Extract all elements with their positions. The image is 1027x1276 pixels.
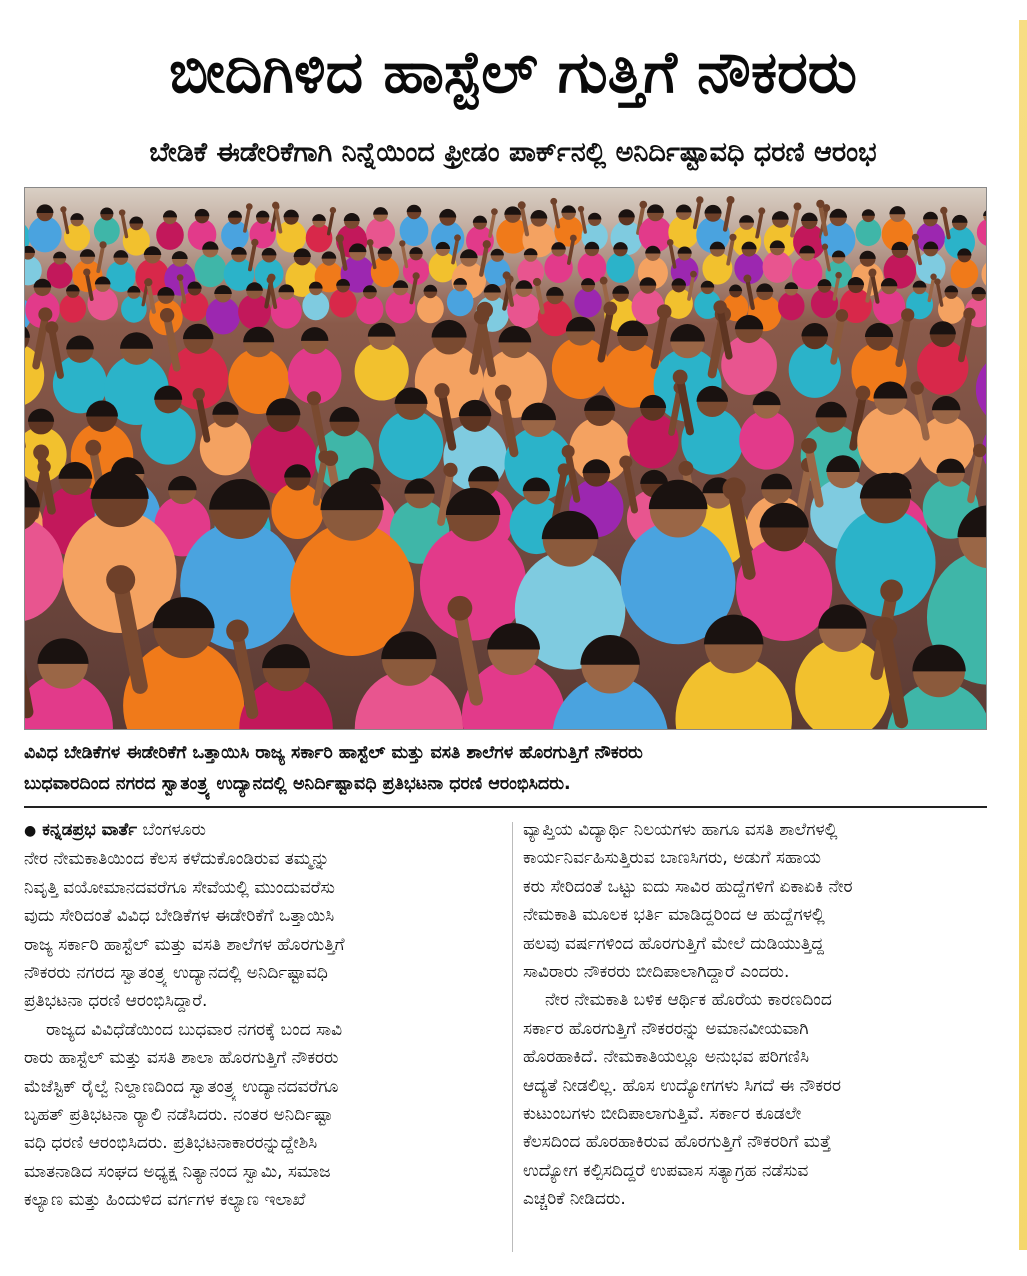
body-line: ನೇರ ನೇಮಕಾತಿಯಿಂದ ಕೆಲಸ ಕಳೆದುಕೊಂಡಿರುವ ತಮ್ಮನ್ನು bbox=[24, 849, 330, 870]
body-line: ನೇರ ನೇಮಕಾತಿ ಬಳಿಕ ಆರ್ಥಿಕ ಹೊರೆಯ ಕಾರಣದಿಂದ bbox=[545, 990, 832, 1011]
body-line: ನಿವೃತ್ತಿ ವಯೋಮಾನದವರೆಗೂ ಸೇವೆಯಲ್ಲಿ ಮುಂದುವರೆಸು bbox=[24, 877, 335, 898]
byline bbox=[24, 816, 502, 845]
body-line: ಸಾವಿರಾರು ನೌಕರರು ಬೀದಿಪಾಲಾಗಿದ್ದಾರೆ ಎಂದರು. bbox=[523, 962, 790, 983]
body-line: ವ್ಯಾಪ್ತಿಯ ವಿದ್ಯಾರ್ಥಿ ನಿಲಯಗಳು ಹಾಗೂ ವಸತಿ ಶಾಲೆಗಳಲ್ಲಿ bbox=[523, 820, 838, 840]
body-line: ಎಚ್ಚರಿಕೆ ನೀಡಿದರು. bbox=[523, 1189, 626, 1210]
caption-line: ಬುಧವಾರದಿಂದ ನಗರದ ಸ್ವಾತಂತ್ರ್ಯ ಉದ್ಯಾನದಲ್ಲಿ ಅನಿರ್ದಿಷ್ಟಾವಧಿ ಪ್ರತಿಭಟನಾ ಧರಣಿ ಆರಂಭಿಸಿದರು. bbox=[24, 774, 571, 794]
body-line: ರಾಜ್ಯ ಸರ್ಕಾರಿ ಹಾಸ್ಟೆಲ್ ಮತ್ತು ವಸತಿ ಶಾಲೆಗಳ ಹೊರಗುತ್ತಿಗೆ bbox=[24, 934, 345, 955]
photo-caption bbox=[24, 738, 987, 800]
body-line: ವುದು ಸೇರಿದಂತೆ ವಿವಿಧ ಬೇಡಿಕೆಗಳ ಈಡೇರಿಕೆಗೆ ಒತ್ತಾಯಿಸಿ bbox=[24, 906, 335, 927]
body-line: ಕುಟುಂಬಗಳು ಬೀದಿಪಾಲಾಗುತ್ತಿವೆ. ಸರ್ಕಾರ ಕೂಡಲೇ bbox=[523, 1104, 802, 1125]
body-line: ಕಾರ್ಯನಿರ್ವಹಿಸುತ್ತಿರುವ ಬಾಣಸಿಗರು, ಅಡುಗೆ ಸಹಾಯ bbox=[523, 848, 821, 869]
caption-line: ವಿವಿಧ ಬೇಡಿಕೆಗಳ ಈಡೇರಿಕೆಗೆ ಒತ್ತಾಯಿಸಿ ರಾಜ್ಯ ಸರ್ಕಾರಿ ಹಾಸ್ಟೆಲ್ ಮತ್ತು ವಸತಿ ಶಾಲೆಗಳ ಹೊರಗುತ್ತಿಗೆ ನೌಕರರು bbox=[24, 743, 643, 763]
byline-location: ಬೆಂಗಳೂರು bbox=[142, 820, 206, 840]
body-line: ಮಾತನಾಡಿದ ಸಂಘದ ಅಧ್ಯಕ್ಷ ನಿತ್ಯಾನಂದ ಸ್ವಾಮಿ, ಸಮಾಜ bbox=[24, 1161, 331, 1182]
protest-photo bbox=[24, 187, 987, 730]
body-line: ಹಲವು ವರ್ಷಗಳಿಂದ ಹೊರಗುತ್ತಿಗೆ ಮೇಲೆ ದುಡಿಯುತ್ತಿದ್ದ bbox=[523, 933, 824, 954]
body-line: ನೌಕರರು ನಗರದ ಸ್ವಾತಂತ್ರ್ಯ ಉದ್ಯಾನದಲ್ಲಿ ಅನಿರ್ದಿಷ್ಟಾವಧಿ bbox=[24, 963, 328, 984]
body-line: ಆದ್ಯತೆ ನೀಡಲಿಲ್ಲ. ಹೊಸ ಉದ್ಯೋಗಗಳು ಸಿಗದೆ ಈ ನೌಕರರ bbox=[523, 1075, 842, 1096]
body-line: ಕಲ್ಯಾಣ ಮತ್ತು ಹಿಂದುಳಿದ ವರ್ಗಗಳ ಕಲ್ಯಾಣ ಇಲಾಖೆ bbox=[24, 1190, 306, 1211]
body-line: ನೇಮಕಾತಿ ಮೂಲಕ ಭರ್ತಿ ಮಾಡಿದ್ದರಿಂದ ಆ ಹುದ್ದೆಗಳಲ್ಲಿ bbox=[523, 905, 825, 926]
bullet-icon: ● bbox=[24, 823, 37, 839]
article-column-left bbox=[24, 816, 502, 1215]
body-line: ಸರ್ಕಾರ ಹೊರಗುತ್ತಿಗೆ ನೌಕರರನ್ನು ಅಮಾನವೀಯವಾಗಿ bbox=[523, 1018, 809, 1039]
article-subheadline: ಬೇಡಿಕೆ ಈಡೇರಿಕೆಗಾಗಿ ನಿನ್ನೆಯಿಂದ ಫ್ರೀಡಂ ಪಾರ್ಕ್‌ನಲ್ಲಿ ಅನಿರ್ದಿಷ್ಟಾವಧಿ ಧರಣಿ ಆರಂಭ bbox=[149, 137, 877, 168]
page-edge-strip bbox=[1019, 20, 1027, 1250]
column-separator bbox=[512, 822, 513, 1252]
body-line: ಹೊರಹಾಕಿದೆ. ನೇಮಕಾತಿಯಲ್ಲೂ ಅನುಭವ ಪರಿಗಣಿಸಿ bbox=[523, 1047, 809, 1068]
body-line: ಉದ್ಯೋಗ ಕಲ್ಪಿಸದಿದ್ದರೆ ಉಪವಾಸ ಸತ್ಯಾಗ್ರಹ ನಡೆಸುವ bbox=[523, 1160, 809, 1181]
body-line: ವಧಿ ಧರಣಿ ಆರಂಭಿಸಿದರು. ಪ್ರತಿಭಟನಾಕಾರರನ್ನುದ್ದೇಶಿಸಿ bbox=[24, 1133, 318, 1154]
body-line: ಬೃಹತ್ ಪ್ರತಿಭಟನಾ ರ‍್ಯಾಲಿ ನಡೆಸಿದರು. ನಂತರ ಅನಿರ್ದಿಷ್ಟಾ bbox=[24, 1105, 333, 1126]
body-line: ರಾಜ್ಯದ ವಿವಿಧೆಡೆಯಿಂದ ಬುಧವಾರ ನಗರಕ್ಕೆ ಬಂದ ಸಾವಿ bbox=[46, 1019, 343, 1040]
body-line: ಪ್ರತಿಭಟನಾ ಧರಣಿ ಆರಂಭಿಸಿದ್ದಾರೆ. bbox=[24, 991, 208, 1012]
body-line: ಕರು ಸೇರಿದಂತೆ ಒಟ್ಟು ಐದು ಸಾವಿರ ಹುದ್ದೆಗಳಿಗೆ ಏಕಾಏಕಿ ನೇರ bbox=[523, 876, 853, 897]
body-line: ಮೆಜೆಸ್ಟಿಕ್ ರೈಲ್ವೆ ನಿಲ್ದಾಣದಿಂದ ಸ್ವಾತಂತ್ರ್ಯ ಉದ್ಯಾನದವರೆಗೂ bbox=[24, 1076, 339, 1097]
body-line: ಕೆಲಸದಿಂದ ಹೊರಹಾಕಿರುವ ಹೊರಗುತ್ತಿಗೆ ನೌಕರರಿಗೆ ಮತ್ತೆ bbox=[523, 1132, 832, 1153]
article-headline: ಬೀದಿಗಿಳಿದ ಹಾಸ್ಟೆಲ್ ಗುತ್ತಿಗೆ ನೌಕರರು bbox=[169, 38, 857, 106]
byline-source: ಕನ್ನಡಪ್ರಭ ವಾರ್ತೆ bbox=[42, 820, 138, 840]
body-line: ರಾರು ಹಾಸ್ಟೆಲ್ ಮತ್ತು ವಸತಿ ಶಾಲಾ ಹೊರಗುತ್ತಿಗೆ ನೌಕರರು bbox=[24, 1048, 339, 1069]
caption-divider bbox=[24, 806, 987, 808]
article-column-right bbox=[523, 816, 991, 1214]
